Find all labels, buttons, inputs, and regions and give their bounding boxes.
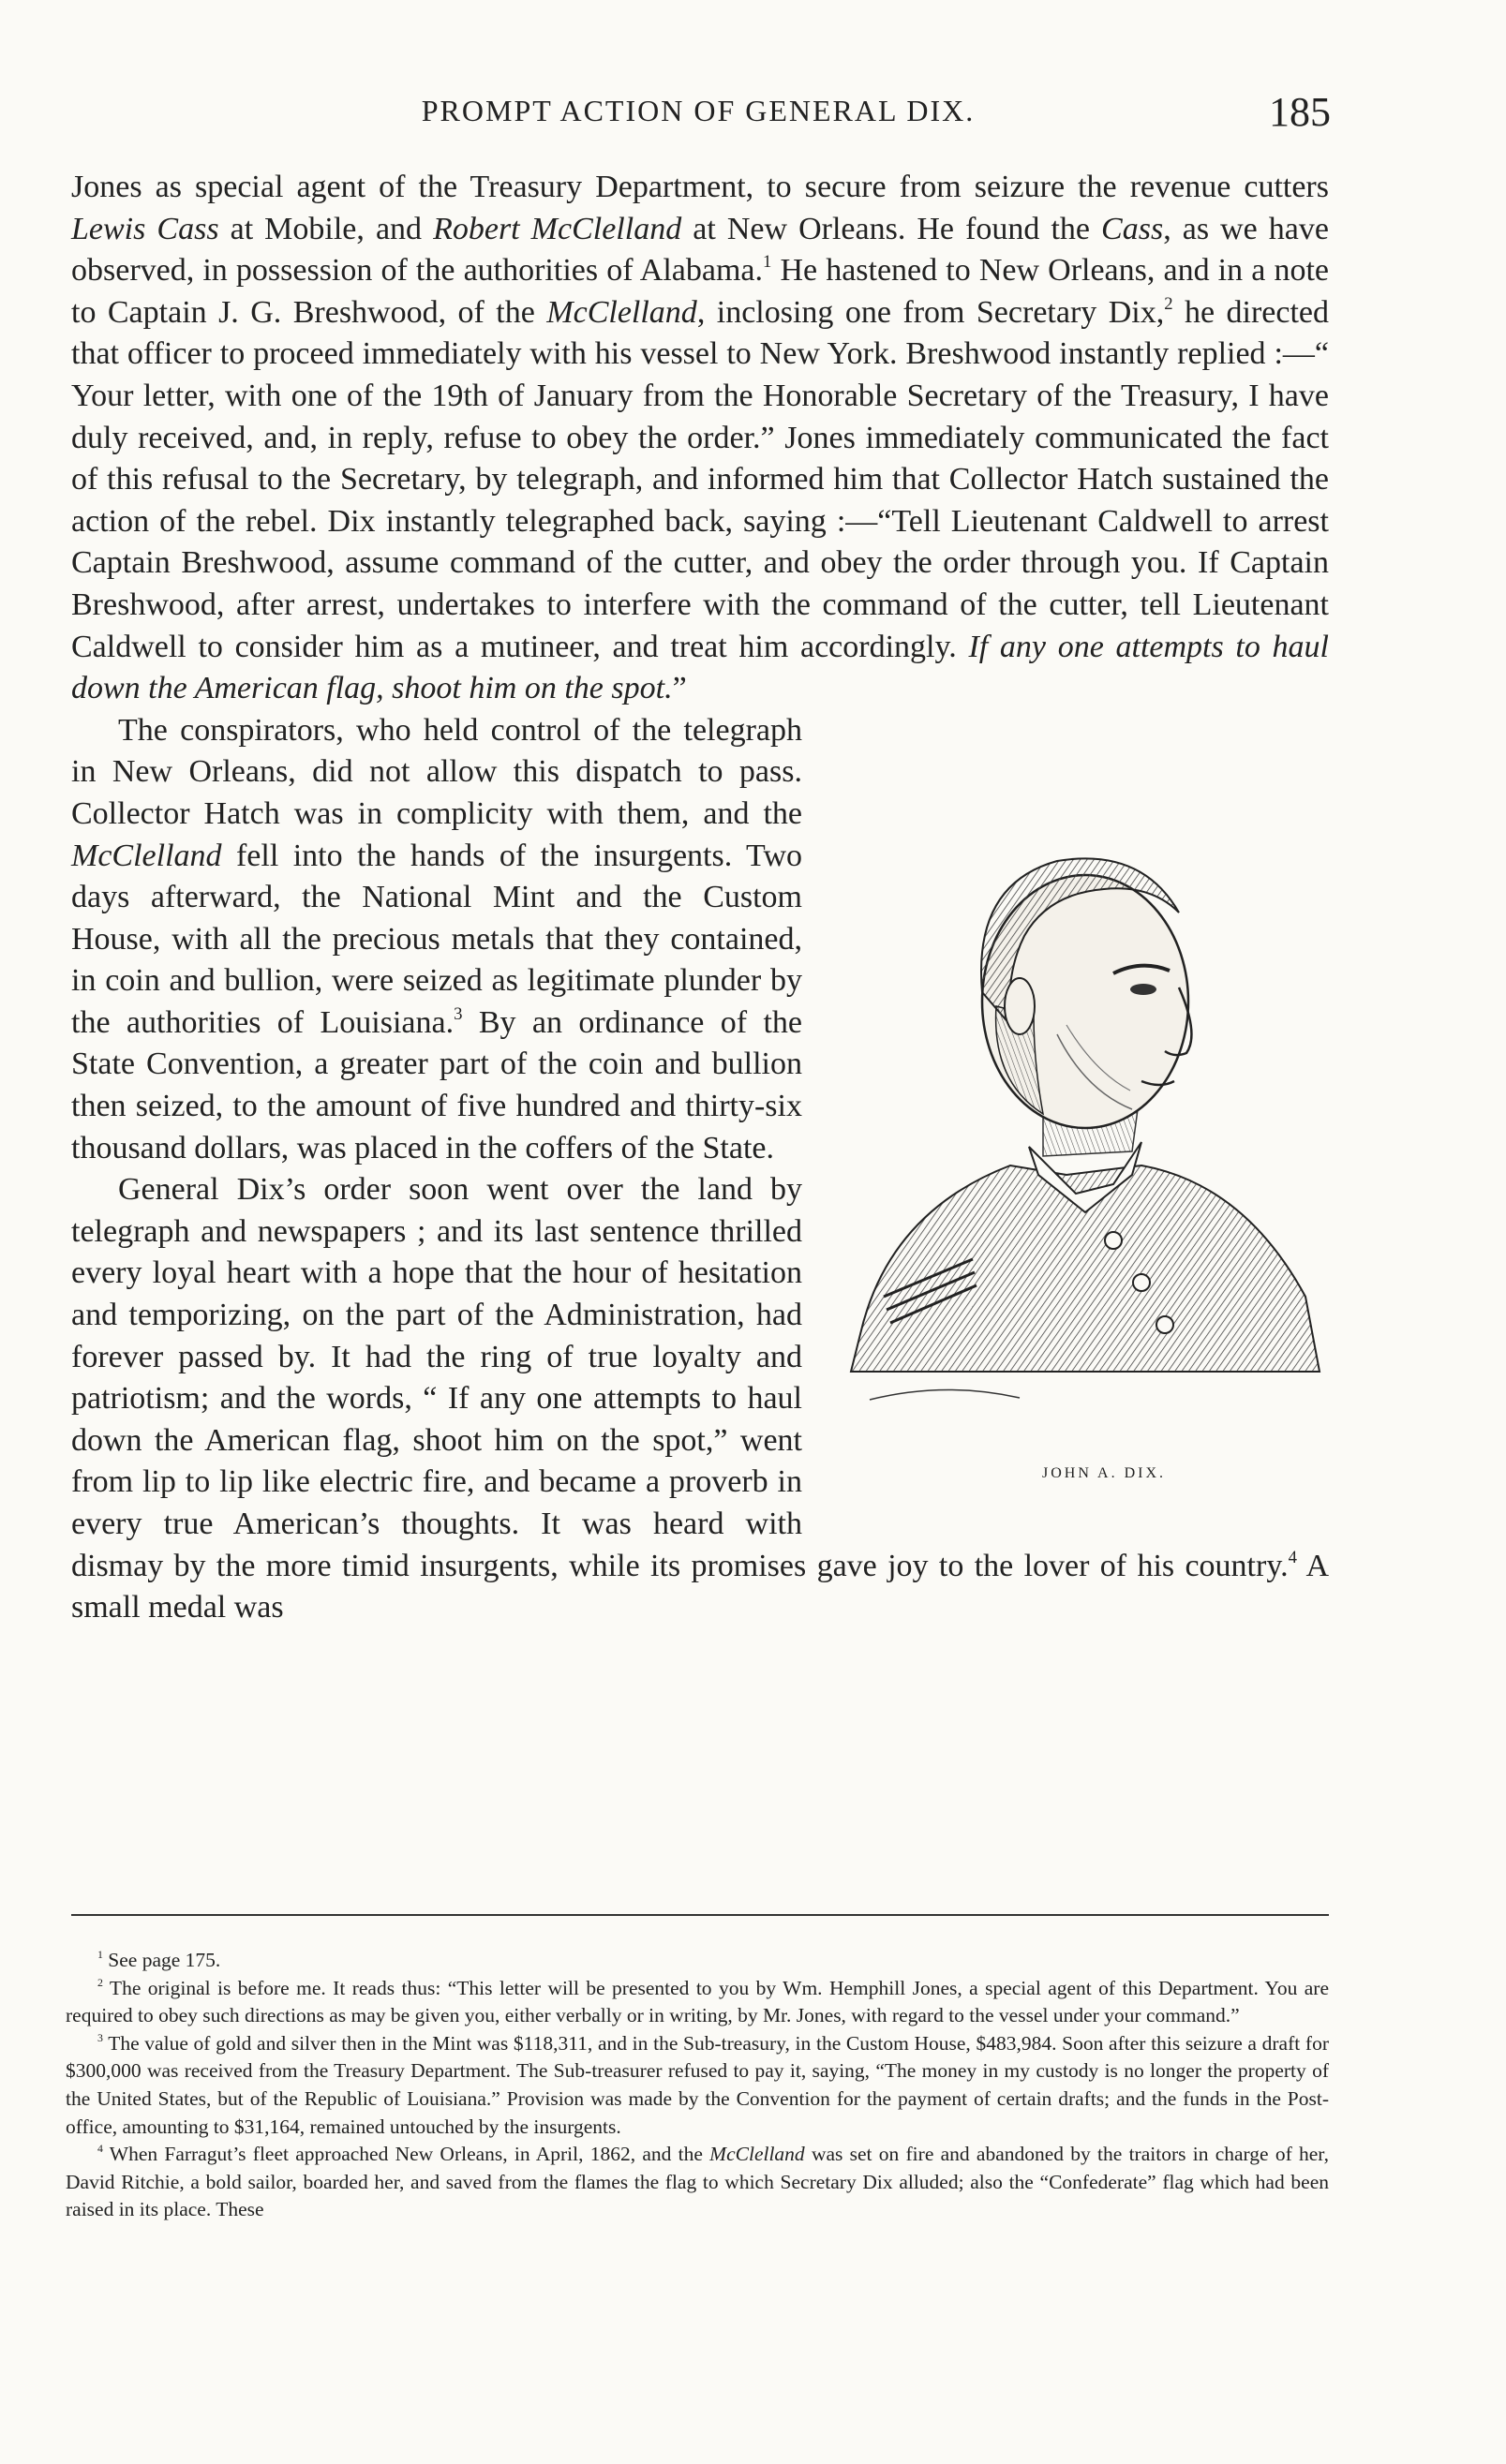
quote-emphasis: If any one attempts to haul down the American flag, shoot him on the spot. (71, 629, 1329, 706)
footnote-ref: 1 (762, 252, 772, 273)
page-header (66, 90, 1331, 146)
running-title: PROMPT ACTION OF GENERAL DIX. (421, 94, 976, 127)
footnote-3: $^3$ The value of gold and silver then in the Mint was $118,311, and in the Sub-treasury, in the Custom House, $483,984. Soon after this seizure a draft for $300,000 was received from the Treasury Department. The Sub-treasurer refused to pay it, saying, “The money in my custody is no longer the property of the United States, but of the Republic of Louisiana.” Provision was made by the Convention for the payment of certain drafts; and the funds in the Post-office, amounting to $31,164, remained untouched by the insurgents. (66, 2030, 1329, 2138)
paragraph-1: Jones as special agent of the Treasury Department, to secure from seizure the revenue cutters Lewis Cass at Mobile, and Robert McClelland at New Orleans. He found the Cass, as we have observed, in possession of the authorities of Alabama.$^1$ He hastened to New Orleans, and in a note to Captain J. G. Breshwood, of the McClelland, inclosing one from Secretary Dix,$^2$ he directed that officer to proceed immediately with his vessel to New York. Breshwood instantly replied :—“ Your letter, with one of the 19th of January from the Honorable Secretary of the Treasury, I have duly received, and, in reply, refuse to obey the order.” Jones immediately communicated the fact of this refusal to the Secretary, by telegraph, and informed him that Collector Hatch sustained the action of the rebel. Dix instantly telegraphed back, saying :—“Tell Lieutenant Caldwell to arrest Captain Breshwood, assume command of the cutter, and obey the order through you. If Captain Breshwood, after arrest, undertakes to interfere with the command of the cutter, tell Lieutenant Caldwell to consider him as a mutineer, and treat him accordingly. If any one attempts to haul down the American flag, shoot him on the spot.” (71, 170, 1329, 706)
ship-name: Robert McClelland (433, 211, 682, 246)
portrait-figure (832, 772, 1329, 1508)
footnote-2: $^2$ The original is before me. It reads thus: “This letter will be presented to you by Wm. Hemphill Jones, a special agent of this Department. You are required to obey such directions as may be given you, either verbally or in writing, by Mr. Jones, with regard to the vessel under your command.” (66, 1975, 1329, 2027)
ship-name: McClelland (546, 294, 697, 330)
body-text (71, 167, 1329, 1629)
footnote-ref: 4 (1288, 1547, 1297, 1567)
footnote-1: $^1$ See page 175. (97, 1948, 221, 1971)
ship-name: Lewis Cass (71, 211, 219, 246)
footnote-4: $^4$ When Farragut’s fleet approached New Orleans, in April, 1862, and the McClelland was set on fire and abandoned by the traitors in charge of her, David Ritchie, a bold sailor, boarded her, and saved from the flames the flag to which Secretary Dix alluded; also the “Confederate” flag which had been raised in its place. These (66, 2142, 1329, 2221)
ship-name: Cass (1101, 211, 1164, 246)
footnote-ref: 2 (1164, 293, 1173, 314)
figure-caption: JOHN A. DIX. (1042, 1465, 1166, 1482)
ship-name: McClelland (709, 2143, 805, 2166)
paragraph-3: General Dix’s order soon went over the land by telegraph and newspapers ; and its last sentence thrilled every loyal heart with a hope that the hour of hesitation and temporizing, on the part of the Administration, had forever passed by. It had the ring of true loyalty and patriotism; and the words, “ If any one attempts to haul down the American flag, shoot him on the spot,” went from lip to lip like electric fire, and became a proverb in every true American’s thoughts. It was heard with dismay by the more timid insurgents, while its promises gave joy to the lover of his country.$^4$ A small medal was (71, 1172, 1329, 1625)
page-number: 185 (1269, 89, 1331, 135)
footnote-ref: 3 (454, 1003, 463, 1024)
footnote-divider (71, 1914, 1329, 1916)
paragraph-2: JOHN A. DIX. The conspirators, who held control of the telegraph in New Orleans, did not allow this dispatch to pass. Collector Hatch was in complicity with them, and the McClelland fell into the hands of the insurgents. Two days afterward, the National Mint and the Custom House, with all the precious metals that they contained, in coin and bullion, were seized as legitimate plunder by the authorities of Louisiana.$^3$ By an ordinance of the State Convention, a greater part of the coin and bullion then seized, to the amount of five hundred and thirty-six thousand dollars, was placed in the coffers of the State. (71, 710, 1329, 1170)
ship-name: McClelland (71, 838, 222, 873)
footnotes (66, 1947, 1329, 2224)
portrait-engraving (832, 772, 1329, 1465)
